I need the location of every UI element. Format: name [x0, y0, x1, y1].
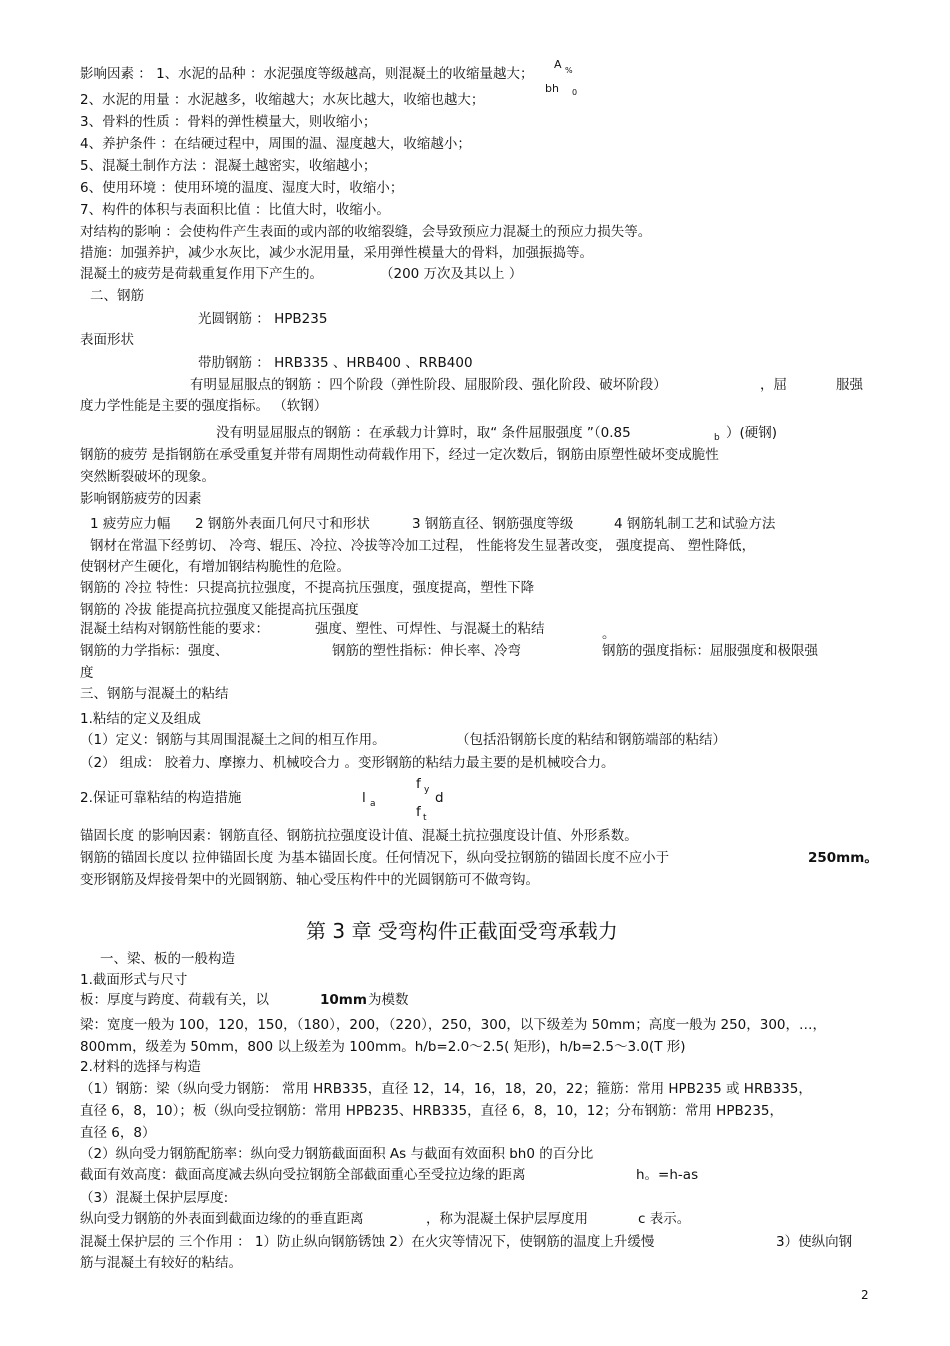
- text-line: 混凝土的疲劳是荷载重复作用下产生的。: [80, 266, 323, 282]
- text-line: 2、水泥的用量 ：水泥越多，收缩越大；水灰比越大，收缩也越大；: [80, 92, 485, 108]
- formula-symbol: d: [435, 790, 444, 806]
- text-line: 2.材料的选择与构造: [80, 1059, 201, 1075]
- section-heading: 二、钢筋: [90, 288, 144, 304]
- text-line: 6、使用环境 ：使用环境的温度、湿度大时，收缩小；: [80, 180, 404, 196]
- text-line: 突然断裂破坏的现象。: [80, 469, 215, 485]
- formula-subscript: t: [423, 813, 427, 823]
- text-line: 服强: [836, 377, 863, 393]
- text-line: 3）使纵向钢: [776, 1234, 853, 1250]
- text-line: 7、构件的体积与表面积比值 ：比值大时，收缩小。: [80, 202, 390, 218]
- text-line: 强度、塑性、可焊性、与混凝土的粘结: [315, 621, 545, 637]
- page-number: 2: [861, 1288, 869, 1302]
- text-line: 锚固长度 的影响因素：钢筋直径、钢筋抗拉强度设计值、混凝土抗拉强度设计值、外形系数。: [80, 828, 638, 844]
- formula-subscript: b: [714, 433, 720, 443]
- text-line: 混凝土保护层的 三个作用 ： 1）防止纵向钢筋锈蚀 2）在火灾等情况下，使钢筋的温度上升缓慢: [80, 1234, 655, 1250]
- text-line: 1 疲劳应力幅: [90, 516, 171, 532]
- formula-subscript: 0: [572, 88, 578, 97]
- text-line: 有明显屈服点的钢筋 ：四个阶段（弹性阶段、屈服阶段、强化阶段、破坏阶段）: [190, 377, 667, 393]
- text-line: 纵向受力钢筋的外表面到截面边缘的的垂直距离: [80, 1211, 364, 1227]
- formula-numerator: A: [554, 58, 562, 71]
- text-line: 直径 6，8）: [80, 1125, 156, 1141]
- text-line: 直径 6，8，10）；板（纵向受拉钢筋：常用 HPB235、HRB335，直径 6，8，10，12；分布钢筋：常用 HPB235，: [80, 1103, 784, 1119]
- text-line: 带肋钢筋 ： HRB335 、HRB400 、RRB400: [198, 355, 473, 371]
- text-line: （3）混凝土保护层厚度:: [80, 1190, 229, 1206]
- text-line: 钢筋的锚固长度以 拉伸锚固长度 为基本锚固长度。任何情况下，纵向受拉钢筋的锚固长度不应小于: [80, 850, 670, 866]
- text-line: 影响因素 ： 1、水泥的品种 ：水泥强度等级越高，则混凝土的收缩量越大；: [80, 66, 534, 82]
- text-line: 钢筋的 冷拔 能提高抗拉强度又能提高抗压强度: [80, 602, 359, 618]
- text-line: 5、混凝土制作方法 ：混凝土越密实，收缩越小；: [80, 158, 377, 174]
- text-line: （2）纵向受力钢筋配筋率：纵向受力钢筋截面面积 As 与截面有效面积 bh0 的百分比: [80, 1146, 594, 1162]
- text-line: 筋与混凝土有较好的粘结。: [80, 1255, 242, 1271]
- text-line: ）(硬钢): [726, 425, 778, 441]
- text-line: 3 钢筋直径、钢筋强度等级: [412, 516, 574, 532]
- text-line: 钢筋的塑性指标：伸长率、冷弯: [332, 643, 521, 659]
- text-line: 3、骨料的性质 ：骨料的弹性模量大，则收缩小；: [80, 114, 377, 130]
- formula-subscript: a: [370, 799, 376, 809]
- formula-subscript: y: [424, 785, 430, 795]
- text-line: 1.截面形式与尺寸: [80, 972, 188, 988]
- text-line: 混凝土结构对钢筋性能的要求：: [80, 621, 269, 637]
- text-line: （2） 组成： 胶着力、摩擦力、机械咬合力 。变形钢筋的粘结力最主要的是机械咬合力。: [80, 755, 615, 771]
- text-line: （1）定义：钢筋与其周围混凝土之间的相互作用。: [80, 732, 386, 748]
- text-line: 钢筋的强度指标：屈服强度和极限强: [602, 643, 818, 659]
- formula-mark: %: [565, 66, 573, 75]
- section-heading: 一、梁、板的一般构造: [100, 951, 235, 967]
- text-line: 钢材在常温下经剪切、 冷弯、辊压、冷拉、冷拔等冷加工过程， 性能将发生显著改变， 强度提高、 塑性降低，: [90, 538, 756, 554]
- text-line: 没有明显屈服点的钢筋 ：在承载力计算时，取“ 条件屈服强度 ”（0.85: [216, 425, 631, 441]
- text-line: 钢筋的疲劳 是指钢筋在承受重复并带有周期性动荷载作用下，经过一定次数后，钢筋由原塑性破坏变成脆性: [80, 447, 719, 463]
- formula-symbol: f: [416, 776, 421, 792]
- text-line: 为模数: [368, 992, 409, 1008]
- text-line: c 表示。: [638, 1211, 691, 1227]
- text-line: 影响钢筋疲劳的因素: [80, 491, 202, 507]
- text-line: 梁：宽度一般为 100，120，150，（180），200，（220），250，300，以下级差为 50mm；高度一般为 250，300，…，: [80, 1017, 827, 1033]
- text-line: 1.粘结的定义及组成: [80, 711, 201, 727]
- text-line: 800mm，级差为 50mm，800 以上级差为 100mm。h/b=2.0～2.5( 矩形)，h/b=2.5～3.0(T 形): [80, 1039, 686, 1055]
- text-line: ，屈: [760, 377, 787, 393]
- text-line: 。: [602, 626, 616, 642]
- formula-denominator: bh: [545, 82, 559, 95]
- text-line: 2 钢筋外表面几何尺寸和形状: [195, 516, 370, 532]
- text-line: （包括沿钢筋长度的粘结和钢筋端部的粘结）: [456, 732, 726, 748]
- text-line: 250mm。: [808, 850, 878, 866]
- text-line: 使钢材产生硬化，有增加钢结构脆性的危险。: [80, 559, 350, 575]
- text-line: 4、养护条件 ：在结硬过程中，周围的温、湿度越大，收缩越小；: [80, 136, 471, 152]
- formula-symbol: l: [362, 790, 366, 806]
- text-line: ，称为混凝土保护层厚度用: [426, 1211, 588, 1227]
- text-line: 截面有效高度：截面高度减去纵向受拉钢筋全部截面重心至受拉边缘的距离: [80, 1167, 526, 1183]
- text-line: 10mm: [320, 992, 367, 1008]
- text-line: 钢筋的力学指标：强度、: [80, 643, 229, 659]
- text-line: 钢筋的 冷拉 特性：只提高抗拉强度，不提高抗压强度，强度提高，塑性下降: [80, 580, 535, 596]
- text-line: 4 钢筋轧制工艺和试验方法: [614, 516, 776, 532]
- text-line: 度: [80, 665, 94, 681]
- text-line: h。=h-as: [636, 1167, 699, 1183]
- text-line: 2.保证可靠粘结的构造措施: [80, 790, 242, 806]
- text-line: （200 万次及其以上 ）: [380, 266, 523, 282]
- text-line: 对结构的影响 ：会使构件产生表面的或内部的收缩裂缝，会导致预应力混凝土的预应力损失等。: [80, 224, 652, 240]
- text-line: 板：厚度与跨度、荷载有关，以: [80, 992, 269, 1008]
- chapter-title: 第 3 章 受弯构件正截面受弯承载力: [306, 919, 618, 943]
- text-line: 措施：加强养护，减少水灰比，减少水泥用量，采用弹性模量大的骨料，加强振捣等。: [80, 245, 593, 261]
- text-line: 度力学性能是主要的强度指标。 （软钢）: [80, 398, 328, 414]
- formula-symbol: f: [416, 804, 421, 820]
- text-line: （1）钢筋：梁（纵向受力钢筋： 常用 HRB335，直径 12，14，16，18，20，22；箍筋：常用 HPB235 或 HRB335，: [80, 1081, 812, 1097]
- section-heading: 三、钢筋与混凝土的粘结: [80, 686, 229, 702]
- text-line: 表面形状: [80, 332, 134, 348]
- text-line: 变形钢筋及焊接骨架中的光圆钢筋、轴心受压构件中的光圆钢筋可不做弯钩。: [80, 872, 539, 888]
- text-line: 光圆钢筋 ： HPB235: [198, 311, 328, 327]
